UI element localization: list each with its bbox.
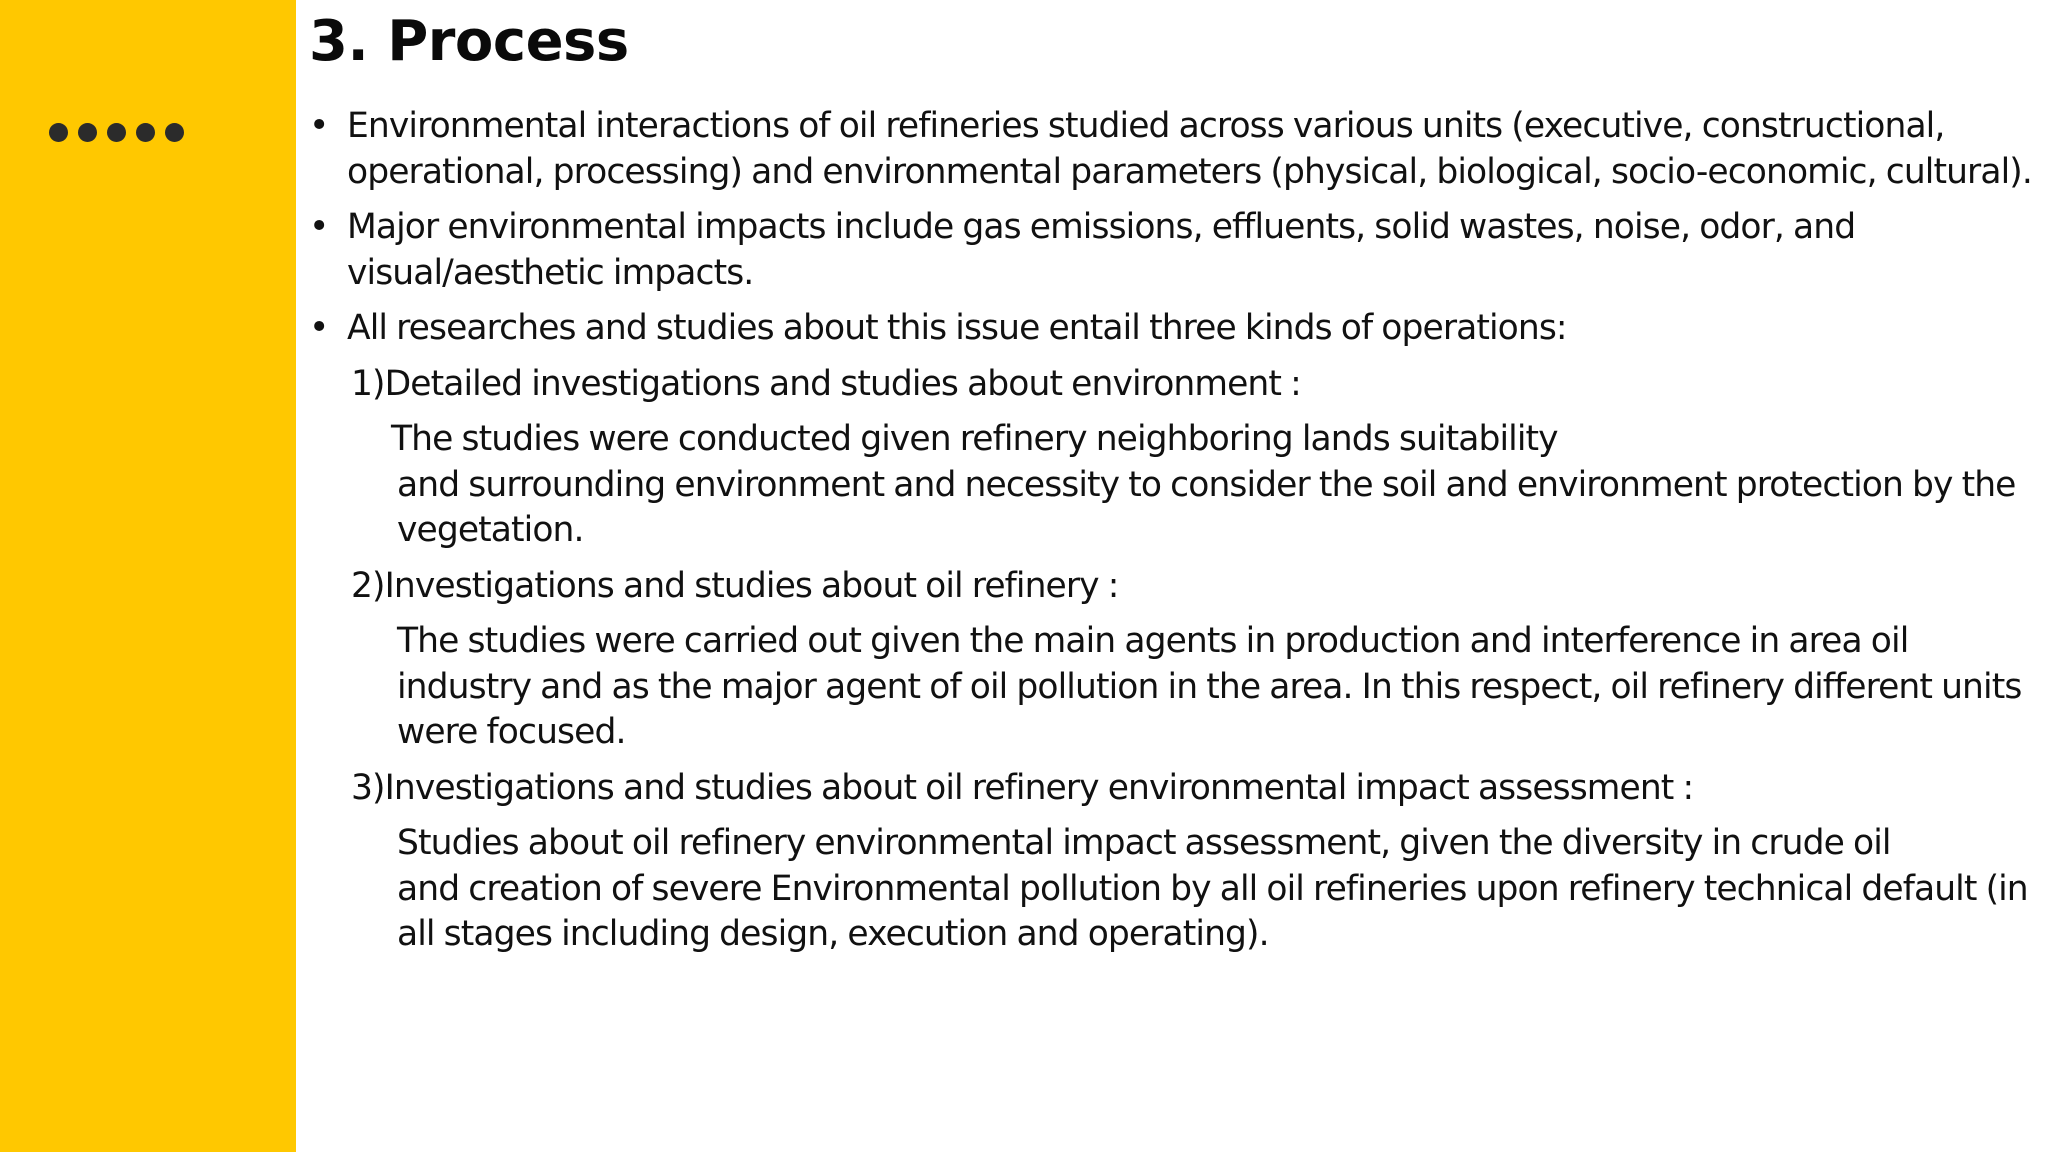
bullet-item — [309, 306, 2039, 352]
step-description-1 — [309, 417, 2039, 554]
step-description-line: The studies were conducted given refinery neighboring lands suitability — [391, 419, 1558, 459]
step-heading-1: 1)Detailed investigations and studies about environment : — [351, 363, 1301, 404]
step-description-line: and surrounding environment and necessity to consider the soil and environment protection by the vegetation. — [397, 464, 2016, 550]
sidebar-accent-panel — [0, 0, 296, 1152]
bullet-text: Environmental interactions of oil refineries studied across various units (executive, constructional, operational, processing) and environmental parameters (physical, biological, socio-economic, cultural). — [347, 106, 2032, 192]
step-description-line: industry and as the major agent of oil pollution in the area. In this respect, oil refinery different units were focused. — [397, 666, 2022, 752]
bullet-text: Major environmental impacts include gas emissions, effluents, solid wastes, noise, odor, and visual/aesthetic impacts. — [347, 207, 1856, 293]
bullet-icon: • — [309, 106, 329, 146]
dot-icon — [78, 123, 97, 142]
decorative-dots — [49, 123, 184, 142]
bullet-item — [309, 104, 2039, 195]
dot-icon — [49, 123, 68, 142]
dot-icon — [165, 123, 184, 142]
slide-body — [309, 104, 2039, 968]
step-description-2 — [309, 619, 2039, 756]
bullet-text: All researches and studies about this issue entail three kinds of operations: — [347, 308, 1567, 348]
step-description-3 — [309, 821, 2039, 958]
dot-icon — [107, 123, 126, 142]
slide-content — [309, 0, 2039, 1152]
slide-title: 3. Process — [309, 9, 629, 74]
bullet-icon: • — [309, 308, 329, 348]
bullet-icon: • — [309, 207, 329, 247]
dot-icon — [136, 123, 155, 142]
step-description-line: and creation of severe Environmental pollution by all oil refineries upon refinery technical default (in all stages including design, execution and operating). — [397, 868, 2028, 954]
step-heading-3: 3)Investigations and studies about oil refinery environmental impact assessment : — [351, 767, 1694, 808]
bullet-item — [309, 205, 2039, 296]
step-description-line: Studies about oil refinery environmental impact assessment, given the diversity in crude oil — [397, 823, 1891, 863]
step-description-line: The studies were carried out given the main agents in production and interference in area oil — [397, 621, 1909, 661]
step-heading-2: 2)Investigations and studies about oil refinery : — [351, 565, 1119, 606]
